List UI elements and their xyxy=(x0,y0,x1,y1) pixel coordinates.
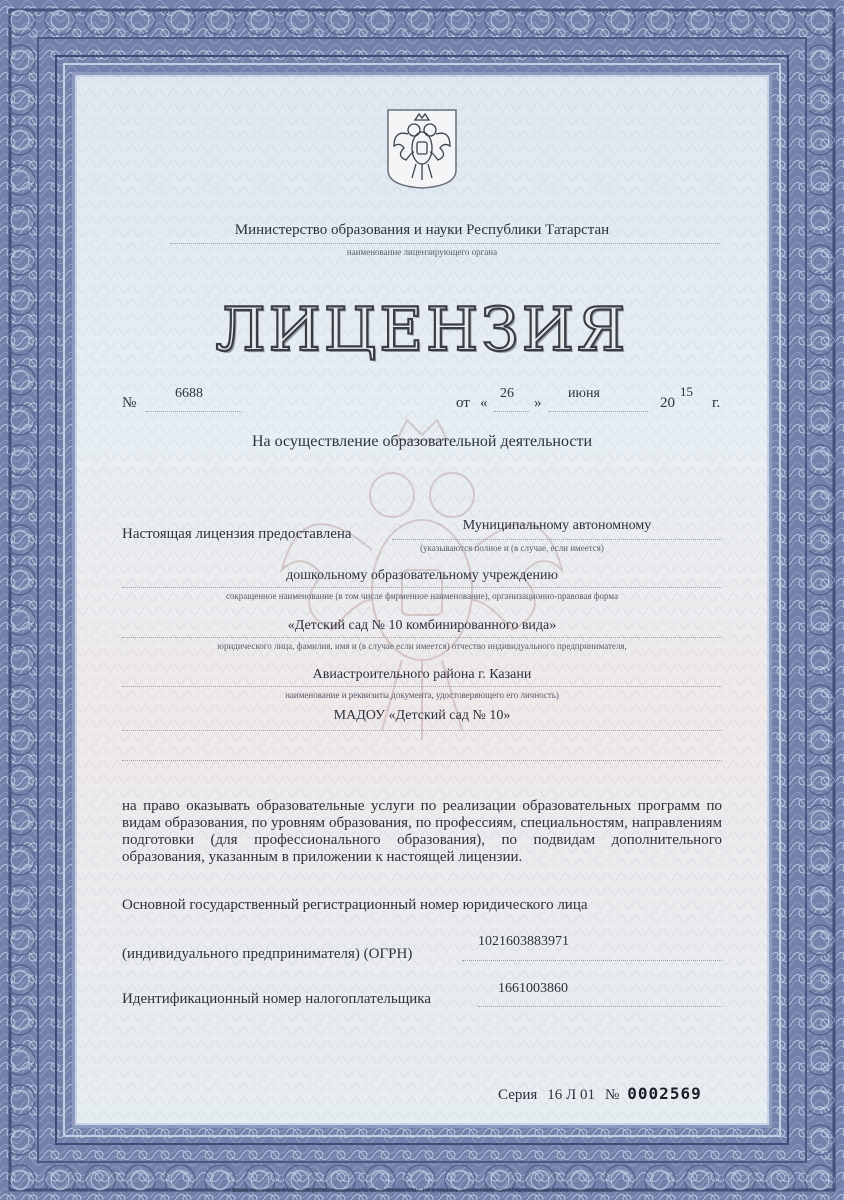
ogrn-value: 1021603883971 xyxy=(478,934,569,949)
inn-value: 1661003860 xyxy=(498,981,568,996)
date-year-suffix: 15 xyxy=(680,384,693,399)
date-day: 26 xyxy=(500,386,514,401)
print-info-footer: Бланк изготовлен ЗАО «ОПЦИОН» (лицензия № 05-05-09/003 ФНС РФ), уровень А, тел. (495) 726-4742, г.Москва, 2014 г. www.opcion.ru xyxy=(232,1187,612,1194)
ogrn-label-line-2: (индивидуального предпринимателя) (ОГРН) xyxy=(122,946,413,962)
grantee-caption-4: наименование и реквизиты документа, удостоверяющего его личность) xyxy=(285,690,559,700)
ogrn-label-line-1: Основной государственный регистрационный номер юридического лица xyxy=(122,897,588,913)
grantee-caption-1: (указываются полное и (в случае, если имеется) xyxy=(420,543,604,553)
license-number: 6688 xyxy=(175,386,203,401)
rights-paragraph: на право оказывать образовательные услуги по реализации образовательных программ по видам образования, по уровням образования, по профессиям, специальностям, направлениям подготовки (для профессионального образования), по подвидам дополнительного образования, указанным в приложении к настоящей лицензии. xyxy=(122,798,722,865)
grantee-intro: Настоящая лицензия предоставлена xyxy=(122,526,352,542)
grantee-caption-3: юридического лица, фамилия, имя и (в случае если имеется) отчество индивидуального предпринимателя, xyxy=(217,641,627,651)
date-from-label: от xyxy=(456,395,470,411)
date-close-quote: » xyxy=(534,395,542,411)
grantee-line-1: Муниципальному автономному xyxy=(462,518,652,533)
issuer-caption: наименование лицензирующего органа xyxy=(346,247,498,257)
issuer-name: Министерство образования и науки Республики Татарстан xyxy=(234,222,610,238)
date-month: июня xyxy=(568,386,600,401)
inn-label: Идентификационный номер налогоплательщика xyxy=(122,991,432,1007)
number-label: № xyxy=(122,395,137,411)
grantee-line-2: дошкольному образовательному учреждению xyxy=(286,568,558,583)
date-year-prefix: 20 xyxy=(660,395,675,411)
date-open-quote: « xyxy=(480,395,488,411)
series-value: 16 Л 01 xyxy=(547,1087,595,1103)
grantee-line-4: Авиастроительного района г. Казани xyxy=(312,667,532,682)
license-purpose: На осуществление образовательной деятельности xyxy=(251,433,593,450)
serial-number: 0002569 xyxy=(627,1084,702,1103)
coat-of-arms-icon xyxy=(386,108,458,190)
document-title: ЛИЦЕНЗИЯ xyxy=(215,295,629,365)
grantee-line-3: «Детский сад № 10 комбинированного вида» xyxy=(287,618,557,633)
grantee-caption-2: сокращенное наименование (в том числе фирменное наименование), организационно-правовая форма xyxy=(225,591,619,601)
serial-block xyxy=(498,1084,702,1104)
date-year-label: г. xyxy=(712,395,721,411)
series-label: Серия xyxy=(498,1087,538,1103)
serial-number-label: № xyxy=(604,1087,620,1103)
grantee-line-5: МАДОУ «Детский сад № 10» xyxy=(333,708,511,723)
